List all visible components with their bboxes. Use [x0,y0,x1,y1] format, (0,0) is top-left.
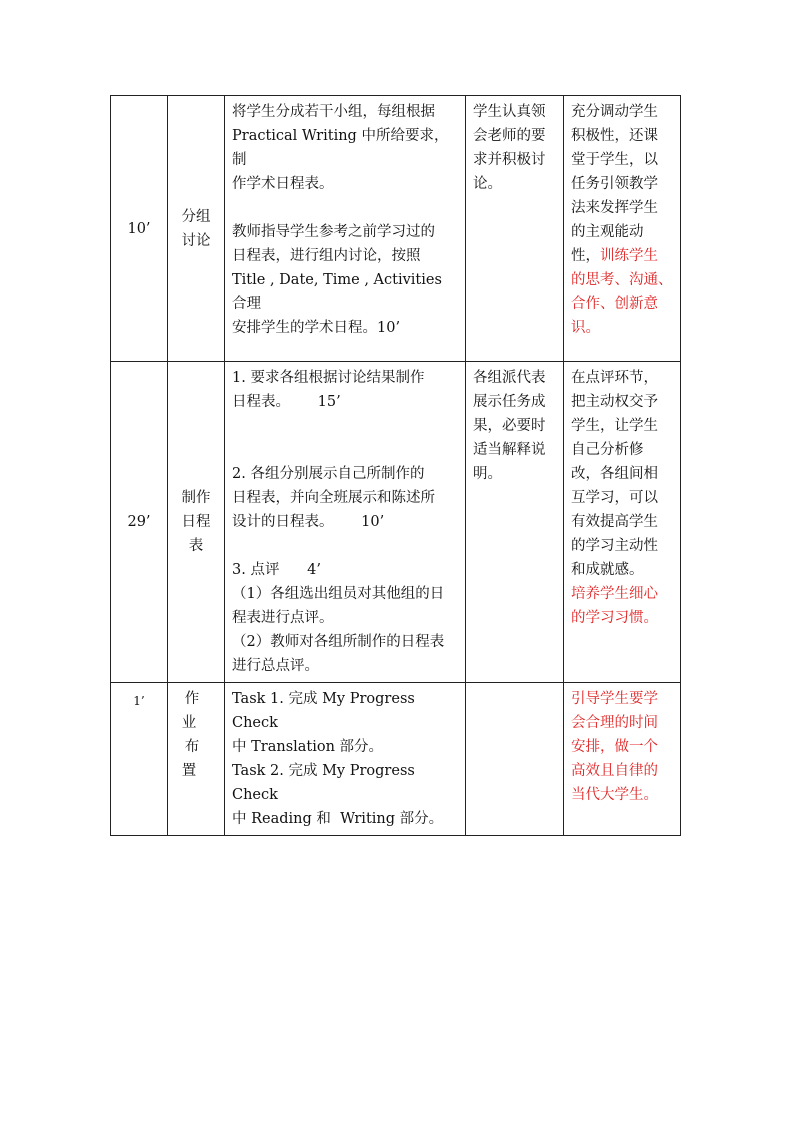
text-line: 日程表，并向全班展示和陈述所 [232,490,435,506]
text-line: 适当解释说 [473,442,546,458]
text-line: （2）教师对各组所制作的日程表 [232,634,445,650]
stage-cell [168,683,225,836]
stage-cell [168,362,225,683]
stage-line: 表 [188,538,204,554]
table-row [111,362,681,683]
spacer [232,196,458,220]
stage-line: 作业 [181,691,214,731]
design-intent-cell [564,362,681,683]
design-intent-cell [564,683,681,836]
text-line: 引导学生要学 [571,691,658,707]
text-line: Practical Writing 中所给要求，制 [232,128,449,168]
text-line: 明。 [473,466,502,482]
student-activity-cell [466,683,564,836]
text-line: 培养学生细心 [571,586,658,602]
stage-line: 布置 [181,739,214,779]
text-line: 的主观能动 [571,224,644,240]
text-line: 改，各组间相 [571,466,658,482]
student-activity-cell [466,362,564,683]
text-line: 把主动权交予 [571,394,658,410]
table-row [111,683,681,836]
text-line: 进行总点评。 [232,658,319,674]
text-line: 会合理的时间 [571,715,658,731]
table-row [111,96,681,362]
text-line: Task 1. 完成 My Progress Check [232,691,415,731]
text-line: 法来发挥学生 [571,200,658,216]
highlight-span: 训练学生 [600,248,658,264]
text-line: 自己分析修 [571,442,644,458]
text-line: 求并积极讨 [473,152,546,168]
text-line: 识。 [571,320,600,336]
text-line: 充分调动学生 [571,104,658,120]
text-line: 学生，让学生 [571,418,658,434]
text-line: 果，必要时 [473,418,546,434]
text-line: 有效提高学生 [571,514,658,530]
teacher-activity-cell [225,96,466,362]
text-line: 教师指导学生参考之前学习过的 [232,224,435,240]
text-line: 1. 要求各组根据讨论结果制作 [232,370,425,386]
text-line: 学生认真领 [473,104,546,120]
text-line: 当代大学生。 [571,787,658,803]
stage-cell [168,96,225,362]
text-line: （1）各组选出组员对其他组的日 [232,586,445,602]
stage-line: 制作 [181,490,211,506]
text-line: 安排学生的学术日程。10’ [232,320,401,336]
text-line: 设计的日程表。 10’ [232,514,385,530]
time-cell: 10’ [111,96,168,362]
text-line: 将学生分成若干小组，每组根据 [232,104,435,120]
text-line: 作学术日程表。 [232,176,334,192]
text-line: 中 Translation 部分。 [232,739,384,755]
text-line: 各组派代表 [473,370,546,386]
spacer [232,534,458,558]
text-line: 的学习习惯。 [571,610,658,626]
text-line: 的思考、沟通、 [571,272,673,288]
stage-line: 分组 [181,208,211,225]
text-line: 日程表。 15’ [232,394,341,410]
text-line: 合作、创新意 [571,296,658,312]
text-line: 日程表，进行组内讨论，按照 [232,248,421,264]
teacher-activity-cell [225,683,466,836]
time-cell: 1’ [111,683,168,836]
text-line: 堂于学生，以 [571,152,658,168]
text-line: 3. 点评 4’ [232,562,321,578]
text-line: 的学习主动性 [571,538,658,554]
text-line: 和成就感。 [571,562,644,578]
text-line: 2. 各组分别展示自己所制作的 [232,466,425,482]
text-line: 安排，做一个 [571,739,658,755]
text-line: 中 Reading 和 Writing 部分。 [232,811,444,827]
time-cell: 29’ [111,362,168,683]
teacher-activity-cell [225,362,466,683]
text-line: 任务引领教学 [571,176,658,192]
text-line: 展示任务成 [473,394,546,410]
lesson-plan-table [110,95,681,836]
student-activity-cell [466,96,564,362]
design-intent-cell [564,96,681,362]
stage-line: 讨论 [181,232,211,249]
text-line: 程表进行点评。 [232,610,334,626]
stage-line: 日程 [181,514,211,530]
text-line: 论。 [473,176,502,192]
spacer [232,414,458,462]
text-line: 积极性，还课 [571,128,658,144]
text-line: Title , Date, Time , Activities 合理 [232,272,442,312]
text-line: Task 2. 完成 My Progress Check [232,763,415,803]
text-line [571,244,673,268]
text-span: 性， [571,248,600,264]
text-line: 会老师的要 [473,128,546,144]
text-line: 互学习，可以 [571,490,658,506]
text-line: 高效且自律的 [571,763,658,779]
text-line: 在点评环节， [571,370,658,386]
